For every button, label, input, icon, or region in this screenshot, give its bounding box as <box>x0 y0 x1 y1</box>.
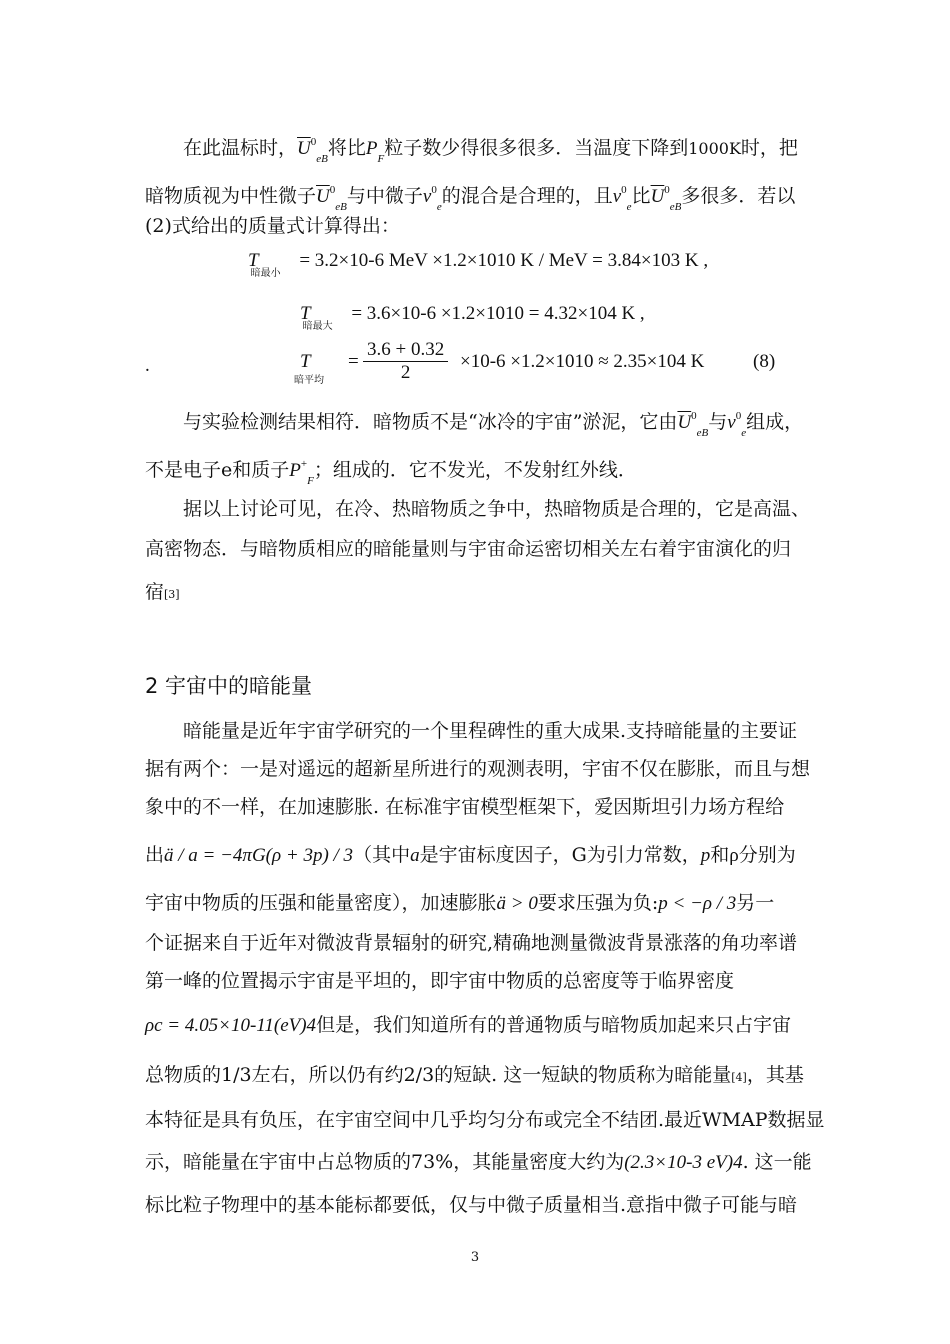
u-bar-symbol: $\overline{U}^0_{eB}$ <box>316 184 347 213</box>
text: 在此温标时， <box>183 137 298 159</box>
text: 不是电子e和质子 <box>145 459 290 481</box>
inline-equation: ä > 0 <box>496 893 538 914</box>
u-bar-symbol: $\overline{U}^0_{eB}$ <box>297 136 328 165</box>
paragraph2-line1 <box>183 404 803 445</box>
text: 与实验检测结果相符．暗物质不是“冰冷的宇宙”淤泥，它由 <box>183 411 678 433</box>
text: 比 <box>631 185 651 207</box>
equation-1: $T_{暗最小} = 3.2\times 10-6$ MeV ×1.2×1010 K / MeV = 3.84×103 K , <box>248 250 709 279</box>
nu-symbol: $v^0_e$ <box>727 410 747 439</box>
text: . 这一能 <box>742 1151 812 1173</box>
paragraph1-line1 <box>183 130 798 171</box>
inline-equation: ρc = 4.05×10-11(eV)4 <box>145 1015 317 1036</box>
text: 将比 <box>327 137 366 159</box>
inline-equation: (2.3×10-3 eV)4 <box>624 1152 743 1173</box>
p-symbol: $P^+_F$ <box>289 458 314 487</box>
text: 1000K <box>688 139 741 158</box>
inline-equation: p < −ρ / 3 <box>658 893 737 914</box>
text: 但是，我们知道所有的普通物质与暗物质加起来只占宇宙 <box>316 1014 792 1036</box>
text: 组成， <box>746 411 804 433</box>
paragraph3-line3 <box>145 580 180 607</box>
paragraph4-line11 <box>145 1150 812 1175</box>
paragraph4-line3: 象中的不一样，在加速膨胀. 在标准宇宙模型框架下，爱因斯坦引力场方程给 <box>145 796 785 818</box>
paragraph4-line9 <box>145 1063 804 1090</box>
text: 要求压强为负: <box>537 892 659 914</box>
text: 多很多．若以 <box>681 185 796 207</box>
text: 的混合是合理的，且 <box>441 185 613 207</box>
text: ；组成的．它不发光，不发射红外线． <box>313 459 637 481</box>
paragraph1-line2 <box>145 178 795 219</box>
text: 出 <box>145 844 165 866</box>
nu-symbol: $v^0_e$ <box>612 184 632 213</box>
paragraph1-line3: (2)式给出的质量式计算得出： <box>145 215 400 237</box>
text: 总物质的1/3左右，所以仍有约2/3的短缺. 这一短缺的物质称为暗能量 <box>145 1064 732 1086</box>
text: 宿 <box>145 581 165 603</box>
paragraph4-line5 <box>145 891 774 916</box>
u-bar-symbol: $\overline{U}^0_{eB}$ <box>650 184 682 213</box>
paragraph4-line2: 据有两个：一是对遥远的超新星所进行的观测表明，宇宙不仅在膨胀，而且与想 <box>145 758 811 780</box>
equation-2: $T_{暗最大} = 3.6\times 10-6 \times 1.2\times 1010 = 4.32\times 104$ K , <box>300 303 645 332</box>
u-bar-symbol: $\overline{U}^0_{eB}$ <box>677 410 709 439</box>
text: 时，把 <box>740 137 798 159</box>
paragraph4-line12: 标比粒子物理中的基本能标都要低，仅与中微子质量相当.意指中微子可能与暗 <box>145 1194 798 1216</box>
citation: [4] <box>731 1071 747 1084</box>
paragraph3-line2: 高密物态．与暗物质相应的暗能量则与宇宙命运密切相关左右着宇宙演化的归 <box>145 538 792 560</box>
paragraph4-line7: 第一峰的位置揭示宇宙是平坦的，即宇宙中物质的总密度等于临界密度 <box>145 970 735 992</box>
symbol-a: a <box>410 845 420 866</box>
text: （其中 <box>353 844 411 866</box>
paragraph3-line1: 据以上讨论可见，在冷、热暗物质之争中，热暗物质是合理的，它是高温、 <box>183 498 811 520</box>
text: 宇宙中物质的压强和能量密度），加速膨胀 <box>145 892 497 914</box>
paragraph2-line2 <box>145 452 637 493</box>
paragraph4-line4 <box>145 843 796 868</box>
paragraph4-line8 <box>145 1013 791 1038</box>
text: 示，暗能量在宇宙中占总物质的73%，其能量密度大约为 <box>145 1151 625 1173</box>
text: 是宇宙标度因子，G为引力常数， <box>419 844 701 866</box>
text: 粒子数少得很多很多．当温度下降到 <box>384 137 689 159</box>
symbol-p: p <box>700 845 711 866</box>
text: 另一 <box>736 892 775 914</box>
equation-number: (8) <box>753 351 776 372</box>
text: 和 <box>710 844 730 866</box>
symbol-rho: ρ <box>729 845 739 866</box>
p-symbol: $P_F$ <box>365 138 385 165</box>
nu-symbol: $v^0_e$ <box>422 184 442 213</box>
text: 分别为 <box>738 844 796 866</box>
inline-equation: ä / a = −4πG(ρ + 3p) / 3 <box>164 845 354 866</box>
paragraph4-line6: 个证据来自于近年对微波背景辐射的研究,精确地测量微波背景涨落的角功率谱 <box>145 932 798 954</box>
text: 与 <box>708 411 728 433</box>
citation: [3] <box>164 588 180 601</box>
page-number: 3 <box>470 1250 480 1265</box>
text: 与中微子 <box>346 185 423 207</box>
text: ，其基 <box>746 1064 804 1086</box>
section-heading: 2 宇宙中的暗能量 <box>145 674 313 698</box>
text: 暗物质视为中性微子 <box>145 185 317 207</box>
paragraph4-line10: 本特征是具有负压，在宇宙空间中几乎均匀分布或完全不结团.最近WMAP数据显 <box>145 1109 825 1131</box>
paragraph4-line1: 暗能量是近年宇宙学研究的一个里程碑性的重大成果.支持暗能量的主要证 <box>183 720 798 742</box>
